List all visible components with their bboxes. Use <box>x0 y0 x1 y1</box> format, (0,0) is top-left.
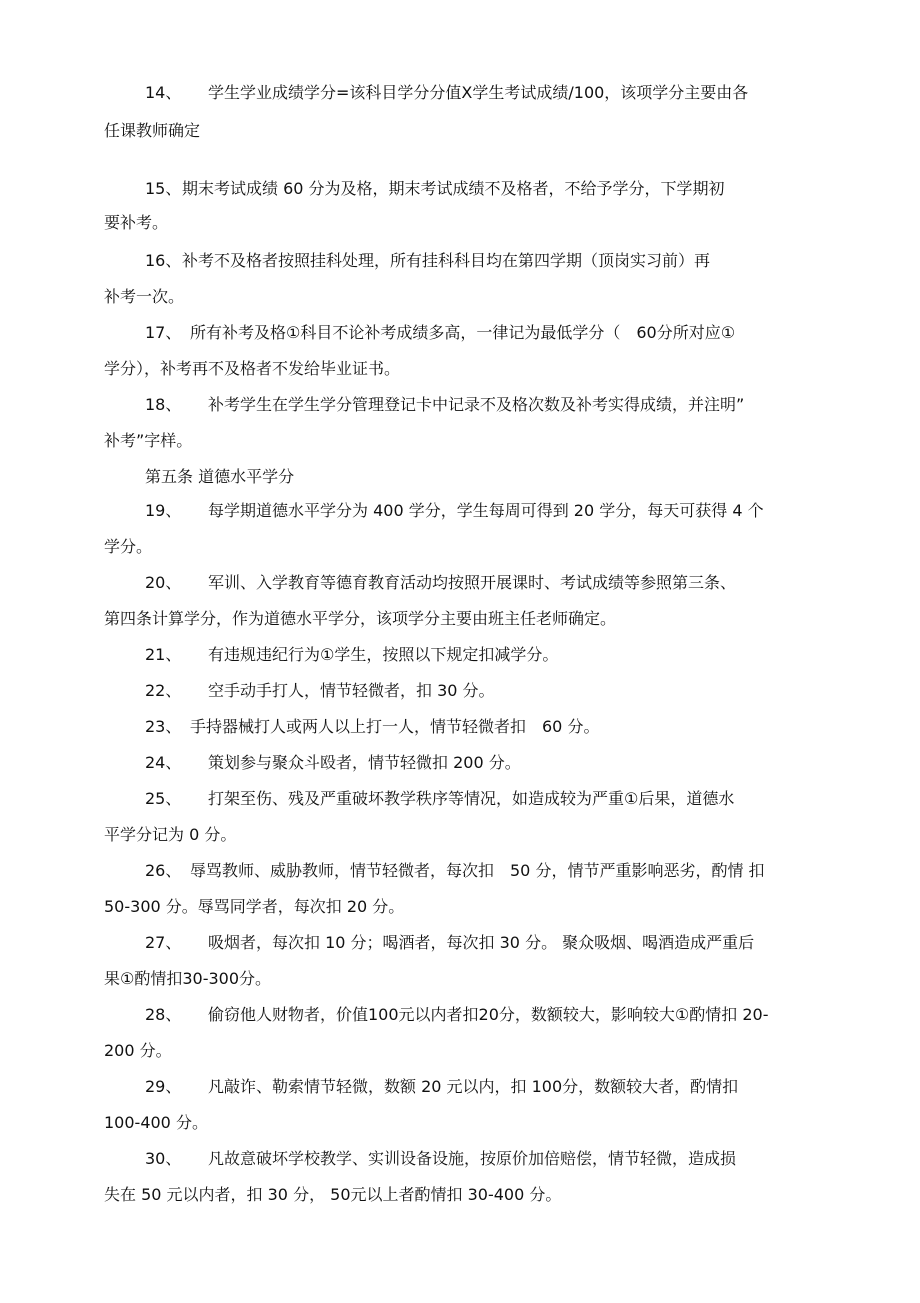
item-21-number: 21、 <box>145 645 182 664</box>
item-19-number: 19、 <box>145 501 182 520</box>
item-22-number: 22、 <box>145 681 182 700</box>
item-29-continued: 100-400 分。 <box>104 1113 208 1132</box>
item-15-number: 15、 <box>145 179 182 198</box>
item-19-text: 每学期道德水平学分为 400 学分，学生每周可得到 20 学分，每天可获得 4 个 <box>208 501 764 520</box>
item-27-number: 27、 <box>145 933 182 952</box>
item-29-text: 凡敲诈、勒索情节轻微，数额 20 元以内，扣 100分，数额较大者，酌情扣 <box>208 1077 739 1096</box>
item-26-text: 辱骂教师、威胁教师，情节轻微者，每次扣 50 分，情节严重影响恶劣，酌情 扣 <box>190 861 765 880</box>
item-20-continued: 第四条计算学分，作为道德水平学分，该项学分主要由班主任老师确定。 <box>104 609 617 628</box>
item-20-text: 军训、入学教育等德育教育活动均按照开展课时、考试成绩等参照第三条、 <box>208 573 737 592</box>
item-21-text: 有违规违纪行为①学生，按照以下规定扣减学分。 <box>208 645 559 664</box>
item-16-continued: 补考一次。 <box>104 287 185 306</box>
item-17-text: 所有补考及格①科目不论补考成绩多高，一律记为最低学分（ 60分所对应① <box>190 323 736 342</box>
item-30-continued: 失在 50 元以内者，扣 30 分， 50元以上者酌情扣 30-400 分。 <box>104 1185 562 1204</box>
item-23-text: 手持器械打人或两人以上打一人，情节轻微者扣 60 分。 <box>190 717 600 736</box>
item-20-number: 20、 <box>145 573 182 592</box>
item-28-number: 28、 <box>145 1005 182 1024</box>
item-23-number: 23、 <box>145 717 182 736</box>
item-27-continued: 果①酌情扣30-300分。 <box>104 969 272 988</box>
item-28-text: 偷窃他人财物者，价值100元以内者扣20分，数额较大，影响较大①酌情扣 20- <box>208 1005 769 1024</box>
item-14-text: 学生学业成绩学分=该科目学分分值X学生考试成绩/100，该项学分主要由各 <box>208 83 749 102</box>
item-17-number: 17、 <box>145 323 182 342</box>
item-26-continued: 50-300 分。辱骂同学者，每次扣 20 分。 <box>104 897 405 916</box>
section-heading-article-5: 第五条 道德水平学分 <box>145 467 295 486</box>
item-15-text: 期末考试成绩 60 分为及格，期末考试成绩不及格者，不给予学分，下学期初 <box>182 179 725 198</box>
item-24-text: 策划参与聚众斗殴者，情节轻微扣 200 分。 <box>208 753 521 772</box>
item-30-number: 30、 <box>145 1149 182 1168</box>
item-14-number: 14、 <box>145 83 182 102</box>
item-18-text: 补考学生在学生学分管理登记卡中记录不及格次数及补考实得成绩，并注明” <box>208 395 745 414</box>
item-25-text: 打架至伤、残及严重破坏教学秩序等情况，如造成较为严重①后果，道德水 <box>208 789 735 808</box>
item-16-text: 补考不及格者按照挂科处理，所有挂科科目均在第四学期（顶岗实习前）再 <box>182 251 711 270</box>
item-29-number: 29、 <box>145 1077 182 1096</box>
item-15-continued: 要补考。 <box>104 213 169 232</box>
item-30-text: 凡故意破坏学校教学、实训设备设施，按原价加倍赔偿，情节轻微，造成损 <box>208 1149 737 1168</box>
item-16-number: 16、 <box>145 251 182 270</box>
item-14-continued: 任课教师确定 <box>104 121 201 140</box>
item-25-continued: 平学分记为 0 分。 <box>104 825 237 844</box>
item-22-text: 空手动手打人，情节轻微者，扣 30 分。 <box>208 681 495 700</box>
item-24-number: 24、 <box>145 753 182 772</box>
item-18-continued: 补考”字样。 <box>104 431 193 450</box>
item-17-continued: 学分），补考再不及格者不发给毕业证书。 <box>104 359 401 378</box>
item-19-continued: 学分。 <box>104 537 153 556</box>
item-27-text: 吸烟者，每次扣 10 分；喝酒者，每次扣 30 分。 聚众吸烟、喝酒造成严重后 <box>208 933 755 952</box>
item-26-number: 26、 <box>145 861 182 880</box>
item-18-number: 18、 <box>145 395 182 414</box>
item-25-number: 25、 <box>145 789 182 808</box>
item-28-continued: 200 分。 <box>104 1041 172 1060</box>
